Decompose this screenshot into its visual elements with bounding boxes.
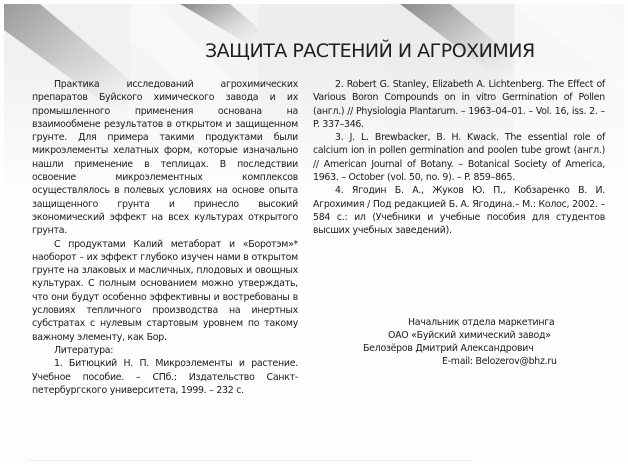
footer-divider [28,460,474,461]
reference-item: 1. Битюцкий Н. П. Микроэлементы и растение. Учебное пособие. – СПб.: Издательство Санкт-петербургского университета, 1999. – 232 с. [32,358,298,396]
author-position: Начальник отдела маркетинга [408,317,555,328]
article-body [32,78,298,397]
reference-item: 3. J. L. Brewbacker, B. H. Kwack. The essential role of calcium ion in pollen germination and poolen tube growt (англ.) // American Journal of Botany. – Botanical Society of America, 1963. – October (vol. 50, no. 9). – P. 859–865. [313,132,605,184]
author-name: Белозёров Дмитрий Александрович [363,343,534,354]
reference-item: 4. Ягодин Б. А., Жуков Ю. П., Кобзаренко В. И. Агрохимия / Под редакцией Б. А. Ягодина.– М.: Колос, 2002. – 584 с.: ил (Учебники и учебные пособия для студентов высших учебных заведений). [313,185,605,237]
page-title: ЗАЩИТА РАСТЕНИЙ И АГРОХИМИЯ [205,40,535,62]
author-company: ОАО «Буйский химический завод» [388,330,551,341]
paragraph: Практика исследований агрохимических препаратов Буйского химического завода и их промышленного применения основана на взаимообмене результатов в открытом и защищенном грунте. Для примера такими продуктами были микроэлементы хелатных форм, которые изначально нашли применение в теплицах. В последствии освоение микроэлементных комплексов осуществлялось в полевых условиях на основе опыта защищенного грунта и принесло высокий экономический эффект на всех культурах открытого грунта. [32,79,298,237]
literature-heading: Литература: [54,344,114,356]
author-email[interactable]: E-mail: Belozerov@bhz.ru [442,356,557,367]
references-list [313,78,605,238]
author-signature [360,316,610,368]
paragraph: С продуктами Калий метаборат и «Боротэм»* наоборот – их эффект глубоко изучен нами в открытом грунте на злаковых и масличных, плодовых и овощных культурах. С полным основанием можно утверждать, что они будут особенно эффективны и востребованы в условиях тепличного производства на инертных субстратах с нулевым стартовым уровнем по такому важному элементу, как Бор. [32,238,298,343]
reference-item: 2. Robert G. Stanley, Elizabeth A. Lichtenberg. The Effect of Various Boron Compounds on in vitro Germination of Pollen (англ.) // Physiologia Plantarum. – 1963–04–01. – Vol. 16, iss. 2. – P. 337–346. [313,79,605,130]
